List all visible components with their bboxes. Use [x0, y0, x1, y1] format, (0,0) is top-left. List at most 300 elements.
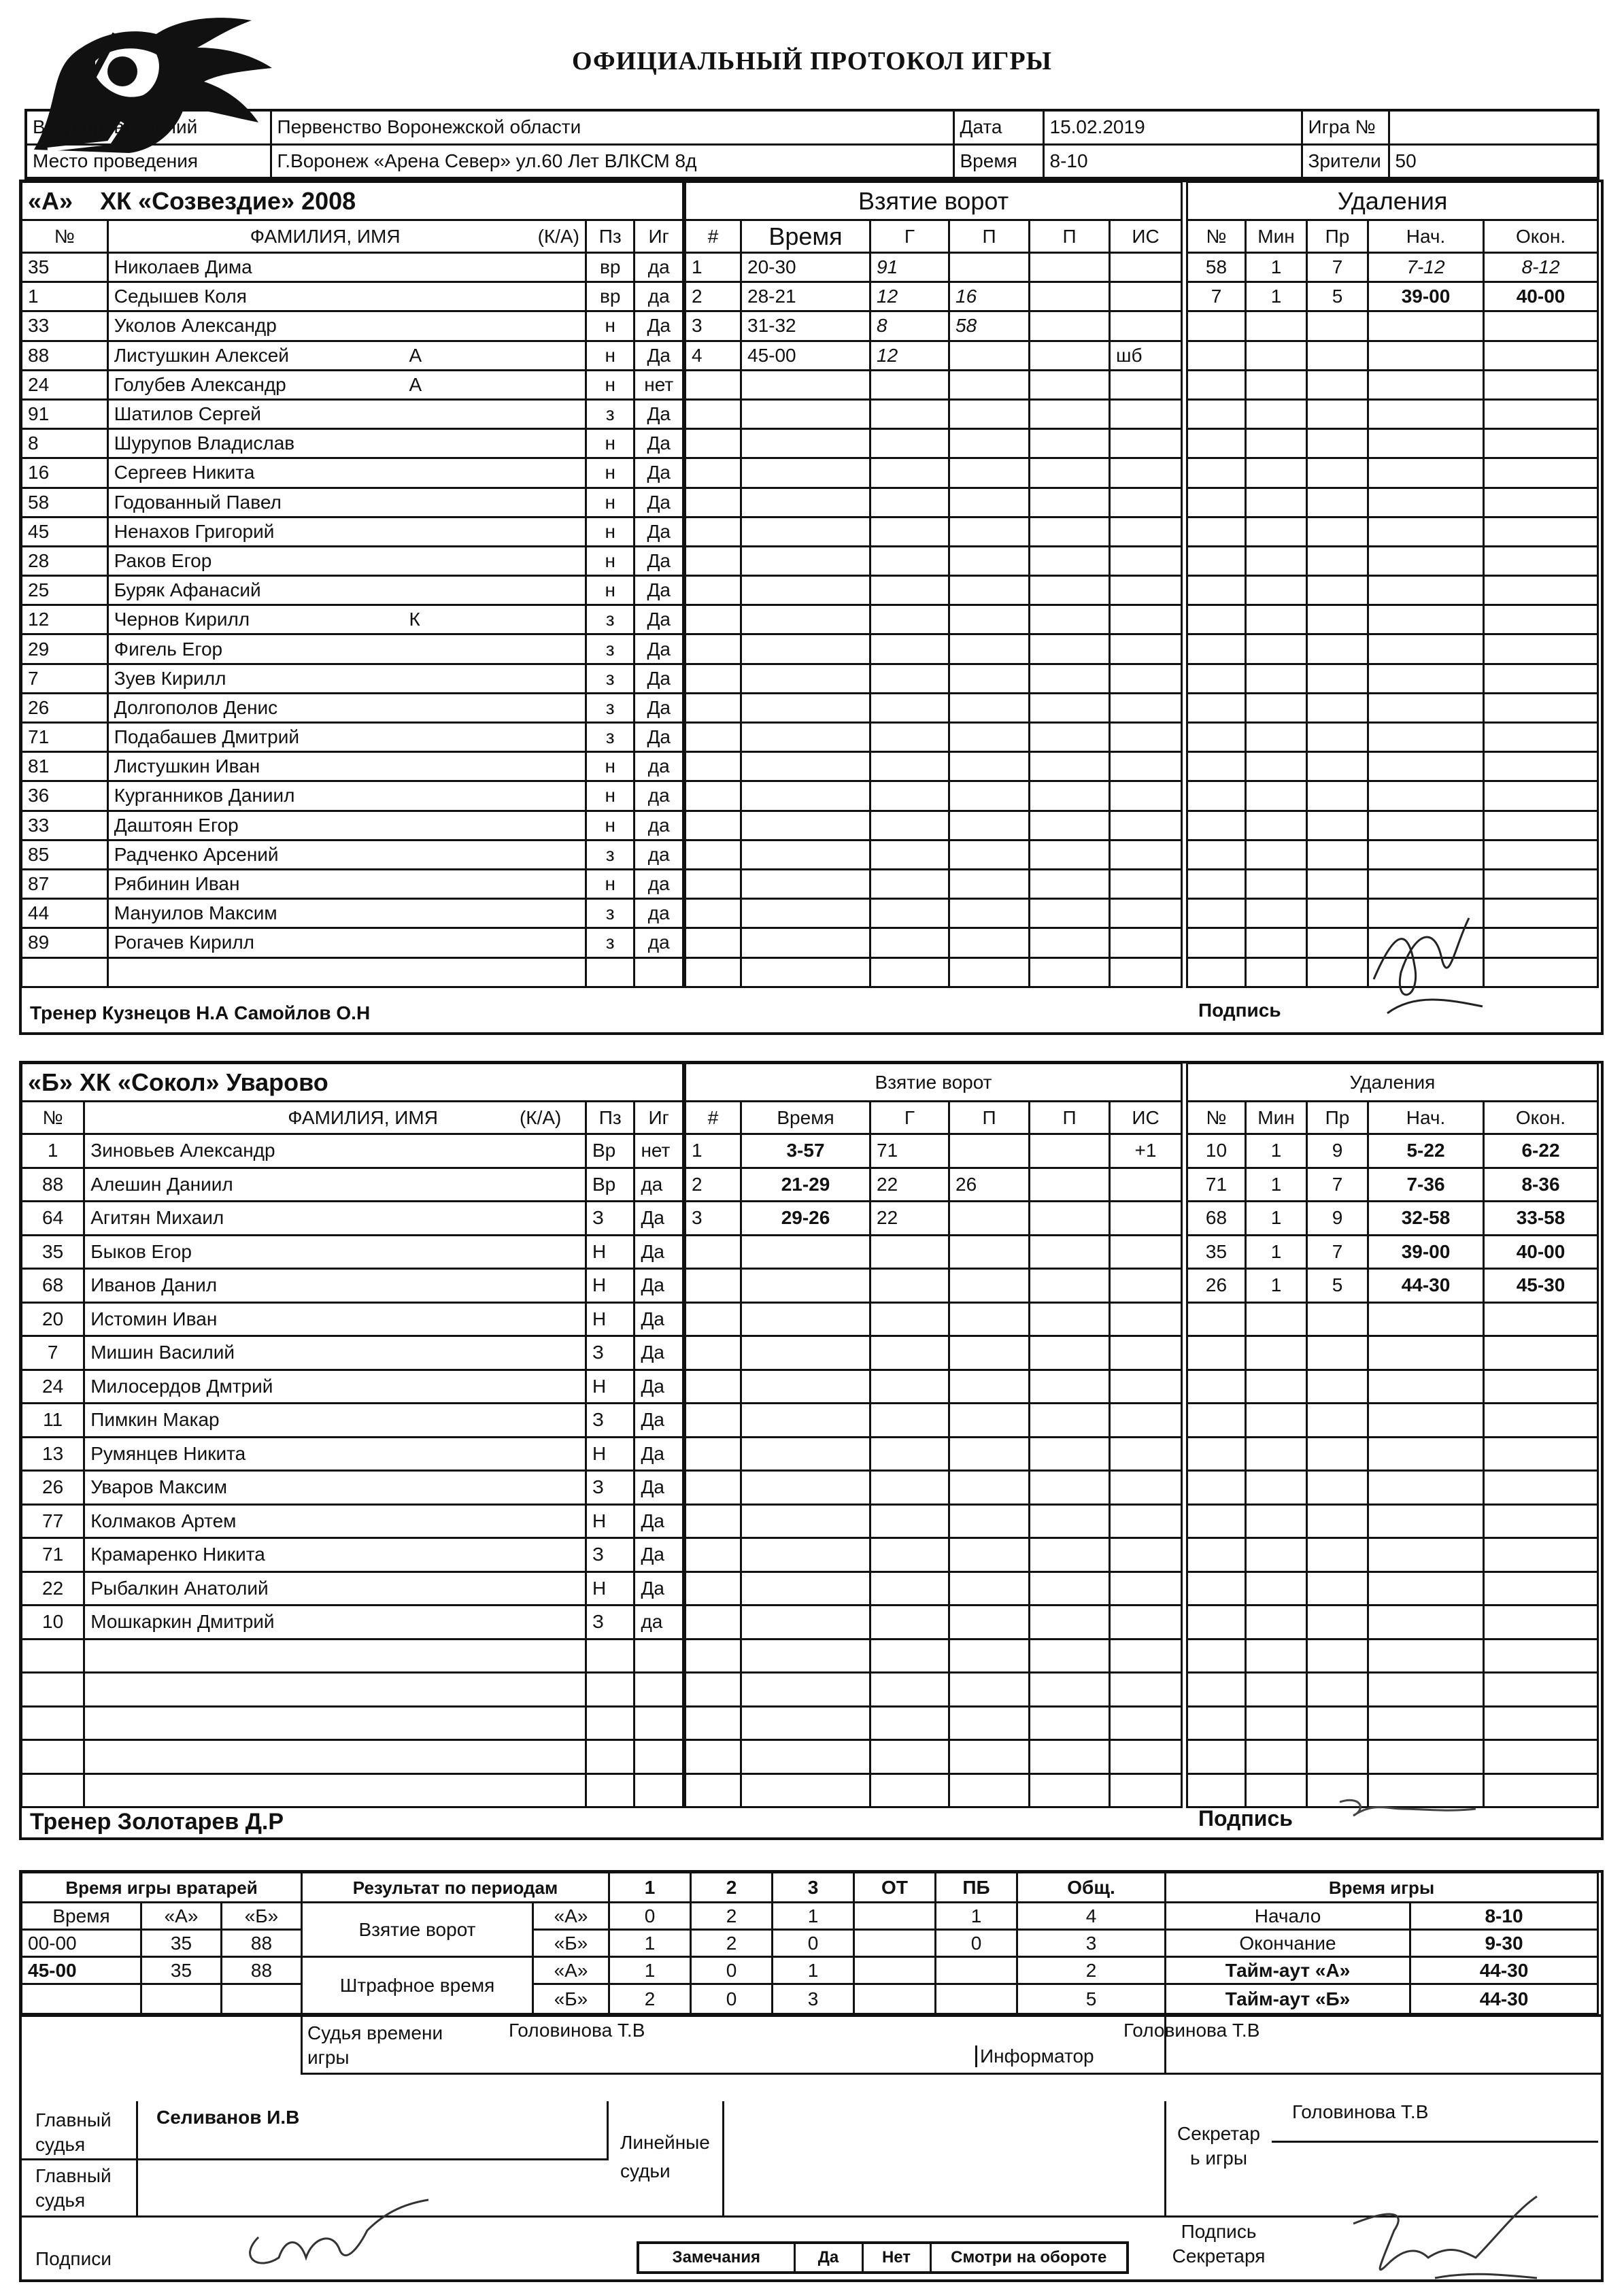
empty-cell	[586, 1740, 634, 1774]
period-results-table	[301, 1871, 1166, 2015]
player-name: Годованный Павел	[114, 491, 282, 513]
penalty-row	[1187, 458, 1598, 488]
player-number: 85	[22, 840, 108, 869]
penalty-end	[1484, 811, 1598, 840]
goal-g	[870, 370, 949, 399]
penalty-pr	[1307, 1538, 1368, 1572]
penalty-min	[1246, 634, 1307, 664]
goal-col-p2: П	[1030, 220, 1110, 253]
penalty-row	[1187, 1202, 1598, 1236]
penalty-start	[1368, 664, 1484, 693]
period-value: 1	[609, 1930, 691, 1957]
b-goal-col-num: #	[686, 1102, 741, 1134]
penalty-end	[1484, 1471, 1598, 1505]
remarks-no[interactable]: Нет	[862, 2243, 930, 2273]
goal-p1	[949, 399, 1030, 428]
penalty-end	[1484, 869, 1598, 898]
goal-time	[741, 370, 870, 399]
goal-row	[686, 957, 1182, 987]
penalty-min	[1246, 723, 1307, 752]
penalty-no	[1187, 693, 1246, 722]
goal-num	[686, 634, 741, 664]
goal-g: 22	[870, 1202, 949, 1236]
table-row	[22, 928, 683, 957]
goal-p2	[1030, 723, 1110, 752]
penalty-pr	[1307, 1302, 1368, 1336]
goal-p2	[1030, 752, 1110, 781]
player-number: 22	[22, 1572, 84, 1606]
player-number: 68	[22, 1269, 84, 1303]
goal-is	[1110, 1606, 1182, 1640]
player-name: Зиновьев Александр	[84, 1134, 586, 1168]
goal-p2	[1030, 1706, 1110, 1740]
goal-row	[686, 517, 1182, 546]
penalty-no	[1187, 341, 1246, 370]
table-row	[22, 1706, 683, 1740]
goal-num	[686, 546, 741, 575]
goal-p2	[1030, 370, 1110, 399]
player-name: Пимкин Макар	[84, 1404, 586, 1438]
penalty-no	[1187, 1437, 1246, 1471]
penalty-pr	[1307, 634, 1368, 664]
goal-time	[741, 899, 870, 928]
penalty-end: 6-22	[1484, 1134, 1598, 1168]
penalty-no	[1187, 1504, 1246, 1538]
player-position: н	[586, 429, 634, 458]
gk-col-a: «А»	[141, 1903, 222, 1930]
penalty-row	[1187, 752, 1598, 781]
period-value: 1	[936, 1903, 1017, 1930]
page-title: ОФИЦИАЛЬНЫЙ ПРОТОКОЛ ИГРЫ	[572, 47, 1052, 75]
goal-time	[741, 458, 870, 488]
goal-num: 2	[686, 1168, 741, 1202]
goal-is: шб	[1110, 341, 1182, 370]
goal-p1	[949, 693, 1030, 722]
goal-num	[686, 576, 741, 605]
goal-time	[741, 1740, 870, 1774]
penalty-row	[1187, 811, 1598, 840]
goal-num	[686, 1740, 741, 1774]
goal-g	[870, 1404, 949, 1438]
goals-a-team: «А»	[533, 1903, 609, 1930]
player-name: Николаев Дима	[114, 256, 252, 278]
team-b-coach: Тренер Золотарев Д.Р	[30, 1809, 284, 1835]
penalty-pr: 9	[1307, 1134, 1368, 1168]
goal-p1	[949, 488, 1030, 517]
penalty-no	[1187, 1639, 1246, 1673]
head-ref-divider	[136, 2101, 138, 2215]
period-total: Общ.	[1017, 1873, 1166, 1903]
secretary-line	[1272, 2141, 1598, 2143]
b-goal-col-g: Г	[870, 1102, 949, 1134]
goal-num	[686, 752, 741, 781]
goal-g: 12	[870, 282, 949, 311]
player-played: да	[635, 1168, 683, 1202]
goal-g	[870, 928, 949, 957]
goal-row	[686, 399, 1182, 428]
goal-row	[686, 341, 1182, 370]
goal-p1	[949, 1302, 1030, 1336]
table-row	[22, 1404, 683, 1438]
goal-num	[686, 1437, 741, 1471]
empty-cell	[586, 1706, 634, 1740]
goal-time	[741, 1572, 870, 1606]
empty-cell	[22, 1639, 84, 1673]
period-pb: ПБ	[936, 1873, 1017, 1903]
table-row	[22, 1639, 683, 1673]
goal-is	[1110, 1336, 1182, 1370]
goal-p2	[1030, 1235, 1110, 1269]
period-value	[854, 1903, 936, 1930]
goal-g	[870, 1706, 949, 1740]
player-name-cell	[107, 899, 586, 928]
penalty-end: 40-00	[1484, 1235, 1598, 1269]
penalty-start	[1368, 576, 1484, 605]
penalty-end	[1484, 664, 1598, 693]
penalty-row	[1187, 370, 1598, 399]
penalty-pr	[1307, 546, 1368, 575]
goal-num	[686, 370, 741, 399]
period-value	[936, 1957, 1017, 1984]
goal-p1	[949, 370, 1030, 399]
penalty-row	[1187, 576, 1598, 605]
player-name: Крамаренко Никита	[84, 1538, 586, 1572]
goal-is	[1110, 634, 1182, 664]
goal-row	[686, 1538, 1182, 1572]
goal-is	[1110, 1639, 1182, 1673]
penalty-row	[1187, 282, 1598, 311]
player-number: 11	[22, 1404, 84, 1438]
player-position: з	[586, 693, 634, 722]
penalty-pr: 7	[1307, 253, 1368, 282]
goal-p1	[949, 1639, 1030, 1673]
goal-p2	[1030, 605, 1110, 634]
penalty-pr	[1307, 1437, 1368, 1471]
empty-cell	[22, 1673, 84, 1707]
penalty-pr	[1307, 488, 1368, 517]
player-number: 77	[22, 1504, 84, 1538]
goal-row	[686, 1134, 1182, 1168]
penalty-min	[1246, 1740, 1307, 1774]
penalty-min	[1246, 752, 1307, 781]
empty-cell	[22, 1773, 84, 1807]
penalty-no	[1187, 1706, 1246, 1740]
goal-g	[870, 1504, 949, 1538]
penalty-no	[1187, 811, 1246, 840]
player-position: Вр	[586, 1168, 634, 1202]
goal-is	[1110, 1673, 1182, 1707]
player-name-cell	[107, 282, 586, 311]
b-pen-col-end: Окон.	[1484, 1102, 1598, 1134]
header-table	[24, 109, 1600, 180]
penalty-pr	[1307, 458, 1368, 488]
goal-p1	[949, 1235, 1030, 1269]
penalty-row	[1187, 1740, 1598, 1774]
goal-num: 1	[686, 253, 741, 282]
goal-is	[1110, 1235, 1182, 1269]
penalty-pr	[1307, 1504, 1368, 1538]
penalty-start: 5-22	[1368, 1134, 1484, 1168]
goal-g	[870, 1471, 949, 1505]
penalty-no	[1187, 311, 1246, 341]
goal-p1	[949, 1538, 1030, 1572]
goalkeeper-time-table	[20, 1871, 303, 2015]
empty-cell	[635, 957, 683, 987]
goal-p1	[949, 253, 1030, 282]
goal-p1	[949, 899, 1030, 928]
team-a-penalties-body	[1187, 253, 1598, 987]
penalty-no: 26	[1187, 1269, 1246, 1303]
penalty-no	[1187, 458, 1246, 488]
goal-g: 12	[870, 341, 949, 370]
player-number: 33	[22, 811, 108, 840]
goal-p2	[1030, 899, 1110, 928]
penalty-no	[1187, 370, 1246, 399]
goal-g	[870, 957, 949, 987]
player-name: Раков Егор	[114, 549, 212, 571]
penalty-pr	[1307, 311, 1368, 341]
penalty-no	[1187, 752, 1246, 781]
penalty-no	[1187, 1572, 1246, 1606]
penalty-end	[1484, 1606, 1598, 1640]
head-ref-value: Селиванов И.В	[156, 2107, 300, 2128]
player-name: Рогачев Кирилл	[114, 932, 255, 953]
player-position: з	[586, 928, 634, 957]
goal-p2	[1030, 341, 1110, 370]
penalty-start	[1368, 341, 1484, 370]
player-played: Да	[635, 399, 683, 428]
goal-p2	[1030, 1336, 1110, 1370]
goal-p2	[1030, 429, 1110, 458]
penalty-row	[1187, 723, 1598, 752]
goal-time	[741, 634, 870, 664]
goal-is	[1110, 928, 1182, 957]
penalty-end	[1484, 488, 1598, 517]
goal-p1	[949, 1202, 1030, 1236]
goal-g: 8	[870, 311, 949, 341]
player-position: Н	[586, 1370, 634, 1404]
penalty-row	[1187, 781, 1598, 811]
player-name-cell	[107, 869, 586, 898]
player-name: Алешин Даниил	[84, 1168, 586, 1202]
goal-time	[741, 429, 870, 458]
col-ig: Иг	[635, 220, 683, 253]
goal-p2	[1030, 1740, 1110, 1774]
empty-cell	[586, 1773, 634, 1807]
b-col-name-label: ФАМИЛИЯ, ИМЯ	[288, 1106, 438, 1128]
table-row	[22, 546, 683, 575]
penalty-row	[1187, 341, 1598, 370]
player-name: Иванов Данил	[84, 1269, 586, 1303]
penalty-min	[1246, 546, 1307, 575]
penalty-pr	[1307, 341, 1368, 370]
penalty-end	[1484, 634, 1598, 664]
b-goal-col-p1: П	[949, 1102, 1030, 1134]
player-played: Да	[635, 517, 683, 546]
player-position: З	[586, 1606, 634, 1640]
goal-time	[741, 840, 870, 869]
goal-time	[741, 1773, 870, 1807]
goal-is	[1110, 1269, 1182, 1303]
penalty-row	[1187, 1706, 1598, 1740]
team-b-title	[22, 1064, 683, 1102]
penalty-pr	[1307, 1673, 1368, 1707]
goal-row	[686, 1168, 1182, 1202]
penalty-min	[1246, 605, 1307, 634]
penalty-end: 8-36	[1484, 1168, 1598, 1202]
table-row	[22, 253, 683, 282]
goal-p2	[1030, 576, 1110, 605]
head-ref-signature-icon	[231, 2196, 435, 2278]
goal-p1: 58	[949, 311, 1030, 341]
penalty-start	[1368, 811, 1484, 840]
penalty-no	[1187, 517, 1246, 546]
remarks-see-back: Смотри на обороте	[930, 2243, 1128, 2273]
penalty-row	[1187, 1606, 1598, 1640]
goal-num: 1	[686, 1134, 741, 1168]
remarks-label: Замечания	[638, 2243, 794, 2273]
goal-g	[870, 1639, 949, 1673]
goal-time	[741, 1504, 870, 1538]
goal-p2	[1030, 1202, 1110, 1236]
goal-p2	[1030, 546, 1110, 575]
secretary-signature-icon	[1333, 2183, 1551, 2285]
goal-p2	[1030, 1538, 1110, 1572]
penalty-min	[1246, 429, 1307, 458]
goal-row	[686, 576, 1182, 605]
goal-is	[1110, 1471, 1182, 1505]
penalty-start	[1368, 752, 1484, 781]
penalty-no	[1187, 1673, 1246, 1707]
penalty-min	[1246, 781, 1307, 811]
timekeeper-label: Судья времени игры	[307, 2022, 443, 2069]
goal-g	[870, 752, 949, 781]
goal-num	[686, 1504, 741, 1538]
goal-num	[686, 928, 741, 957]
penalty-no	[1187, 869, 1246, 898]
goal-num	[686, 1673, 741, 1707]
penalty-min	[1246, 399, 1307, 428]
goal-p1	[949, 1606, 1030, 1640]
goal-p1	[949, 1134, 1030, 1168]
goal-time: 21-29	[741, 1168, 870, 1202]
table-row	[22, 1572, 683, 1606]
player-number: 26	[22, 693, 108, 722]
goal-p2	[1030, 1606, 1110, 1640]
penalty-end: 40-00	[1484, 282, 1598, 311]
secretary-value: Головинова Т.В	[1292, 2101, 1429, 2122]
goals-b-team: «Б»	[533, 1930, 609, 1957]
penalty-min	[1246, 1538, 1307, 1572]
goal-time	[741, 1235, 870, 1269]
penalty-row	[1187, 1437, 1598, 1471]
penalty-min	[1246, 1437, 1307, 1471]
goal-p2	[1030, 634, 1110, 664]
goal-num	[686, 1269, 741, 1303]
penalty-row	[1187, 869, 1598, 898]
player-played: да	[635, 811, 683, 840]
penalty-start	[1368, 1639, 1484, 1673]
penalty-row	[1187, 1639, 1598, 1673]
penalty-end	[1484, 1336, 1598, 1370]
player-number: 7	[22, 1336, 84, 1370]
table-row	[22, 1673, 683, 1707]
goal-col-time: Время	[741, 220, 870, 253]
end-value: 9-30	[1410, 1930, 1598, 1957]
goal-p2	[1030, 1302, 1110, 1336]
player-position: вр	[586, 253, 634, 282]
penalty-no	[1187, 928, 1246, 957]
goal-is	[1110, 429, 1182, 458]
period-value: 1	[773, 1957, 854, 1984]
pen-a-row	[302, 1957, 1166, 1984]
table-row	[22, 752, 683, 781]
penalty-start	[1368, 1606, 1484, 1640]
player-number: 29	[22, 634, 108, 664]
table-row	[22, 1606, 683, 1640]
empty-cell	[635, 1639, 683, 1673]
player-name-cell	[107, 723, 586, 752]
goal-row	[686, 1706, 1182, 1740]
goal-row	[686, 1404, 1182, 1438]
goal-is	[1110, 840, 1182, 869]
penalty-pr	[1307, 370, 1368, 399]
remarks-yes[interactable]: Да	[794, 2243, 862, 2273]
player-played: Да	[635, 664, 683, 693]
table-row	[22, 282, 683, 311]
penalty-pr	[1307, 1572, 1368, 1606]
penalty-pr	[1307, 429, 1368, 458]
penalty-min	[1246, 1404, 1307, 1438]
period-value: 2	[691, 1930, 773, 1957]
goal-time	[741, 1437, 870, 1471]
goal-num	[686, 899, 741, 928]
team-b-roster	[20, 1062, 684, 1808]
gk-row2-time: 45-00	[22, 1957, 141, 1984]
player-name: Седышев Коля	[114, 286, 247, 307]
table-row	[22, 341, 683, 370]
player-number: 33	[22, 311, 108, 341]
player-played: Да	[635, 1572, 683, 1606]
player-number: 12	[22, 605, 108, 634]
penalty-pr: 5	[1307, 282, 1368, 311]
penalty-start	[1368, 869, 1484, 898]
goal-p1	[949, 1773, 1030, 1807]
penalty-end	[1484, 1572, 1598, 1606]
penalty-row	[1187, 399, 1598, 428]
player-name-cell	[107, 576, 586, 605]
goal-time	[741, 723, 870, 752]
player-position: з	[586, 664, 634, 693]
player-name-cell	[107, 370, 586, 399]
penalty-row	[1187, 693, 1598, 722]
penalty-pr	[1307, 723, 1368, 752]
goal-p1	[949, 928, 1030, 957]
goal-g	[870, 1370, 949, 1404]
b-pen-col-min: Мин	[1246, 1102, 1307, 1134]
player-name: Быков Егор	[84, 1235, 586, 1269]
goal-p1	[949, 723, 1030, 752]
period-value: 1	[609, 1957, 691, 1984]
penalty-row	[1187, 634, 1598, 664]
goal-p1	[949, 1269, 1030, 1303]
goal-row	[686, 693, 1182, 722]
goal-is	[1110, 458, 1182, 488]
goal-g	[870, 458, 949, 488]
player-position: Вр	[586, 1134, 634, 1168]
player-number: 87	[22, 869, 108, 898]
player-position: н	[586, 517, 634, 546]
